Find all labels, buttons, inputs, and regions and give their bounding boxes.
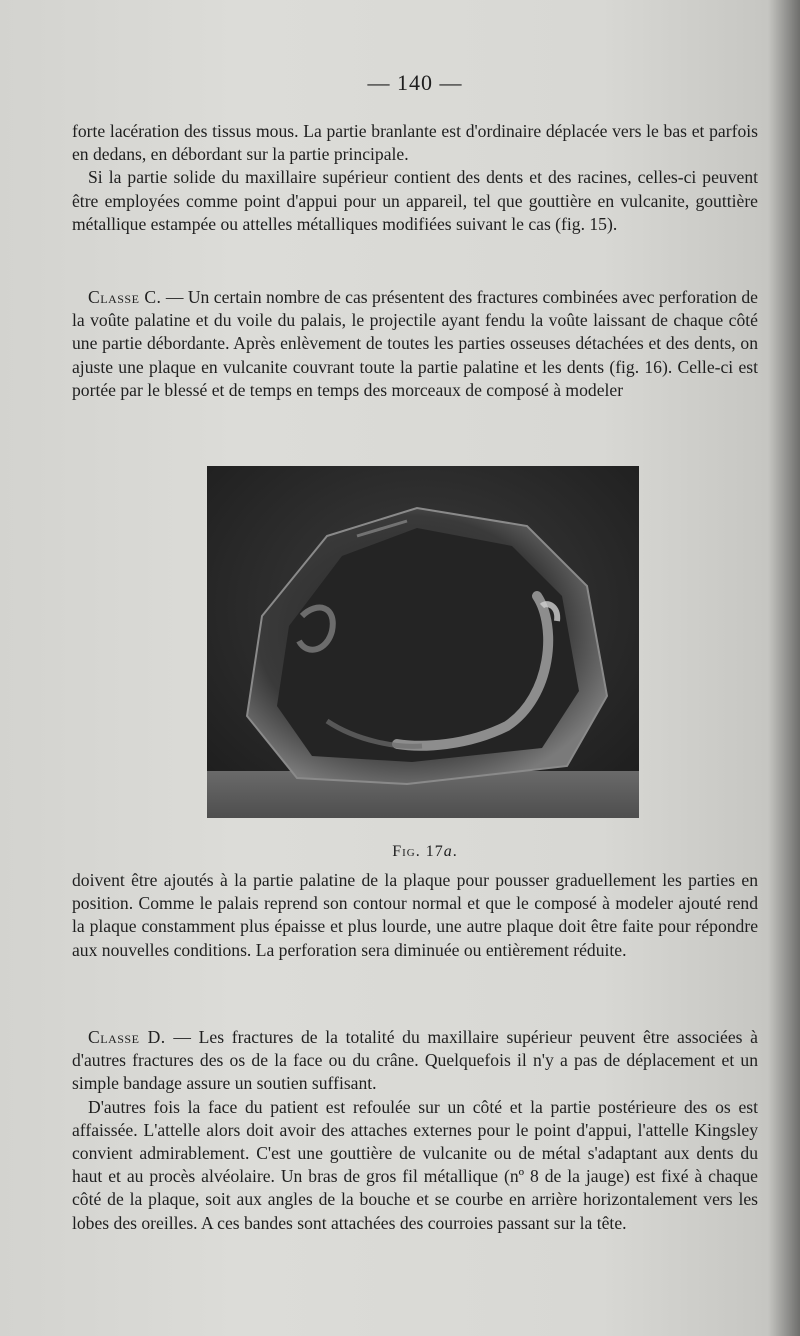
classe-c-text: — Un certain nombre de cas présentent des fractures combinées avec perforation de la voûte palatine et du voile du palais, le projectile ayant fendu la voûte laissant de chaque côté une partie débordante. Après enlèvement de toutes les parties osseuses détachées et des dents, on ajuste une plaque en vulcanite couvrant toute la partie palatine et les dents (fig. 16). Celle-ci est portée par le blessé et de temps en temps des morceaux de composé à modeler: [72, 287, 758, 400]
classe-c-paragraph: [72, 286, 758, 402]
caption-suffix: a: [443, 843, 453, 860]
classe-c-heading: Classe C.: [88, 287, 162, 307]
figure-photograph: [207, 466, 639, 818]
dental-plate-photo: [207, 466, 639, 818]
page-number: — 140 —: [367, 70, 463, 95]
paragraph: D'autres fois la face du patient est refoulée sur un côté et la partie postérieure des os est affaissée. L'attelle alors doit avoir des attaches externes pour le point d'appui, l'attelle Kingsley convient admirablement. C'est une gouttière de vulcanite ou de métal s'adaptant aux dents du haut et au procès alvéolaire. Un bras de gros fil métallique (nº 8 de la jauge) est fixé à chaque côté de la plaque, soit aux angles de la bouche et se courbe en arrière horizontalement vers les lobes des oreilles. A ces bandes sont attachées des courroies passant sur la tête.: [72, 1096, 758, 1233]
classe-d-paragraph: [72, 1026, 758, 1096]
caption-label: Fig.: [392, 843, 421, 860]
classe-d-block: [72, 1026, 758, 1235]
classe-d-heading: Classe D.: [88, 1027, 166, 1047]
paragraph: doivent être ajoutés à la partie palatine de la plaque pour pousser graduellement les parties en position. Comme le palais reprend son contour normal et que le composé à modeler ajouté rend la plaque constamment plus épaisse et plus lourde, une autre plaque doit être faite pour répondre aux nouvelles conditions. La perforation sera diminuée ou entièrement réduite.: [72, 870, 758, 960]
figure-caption: [0, 843, 800, 861]
classe-d-text: — Les fractures de la totalité du maxillaire supérieur peuvent être associées à d'autres fractures des os de la face ou du crâne. Quelquefois il n'y a pas de déplacement et un simple bandage assure un soutien suffisant.: [72, 1027, 758, 1094]
classe-c-block: [72, 286, 758, 402]
text-block-after-figure: [72, 869, 758, 962]
caption-end: .: [452, 843, 458, 860]
paragraph: Si la partie solide du maxillaire supérieur contient des dents et des racines, celles-ci peuvent être employées comme point d'appui pour un appareil, tel que gouttière en vulcanite, gouttière métallique estampée ou attelles métalliques modifiées suivant le cas (fig. 15).: [72, 167, 758, 234]
caption-number: 17: [420, 843, 444, 860]
paragraph: forte lacération des tissus mous. La partie branlante est d'ordinaire déplacée vers le bas et parfois en dedans, en débordant sur la partie principale.: [72, 121, 758, 165]
text-block-top: [72, 120, 758, 236]
